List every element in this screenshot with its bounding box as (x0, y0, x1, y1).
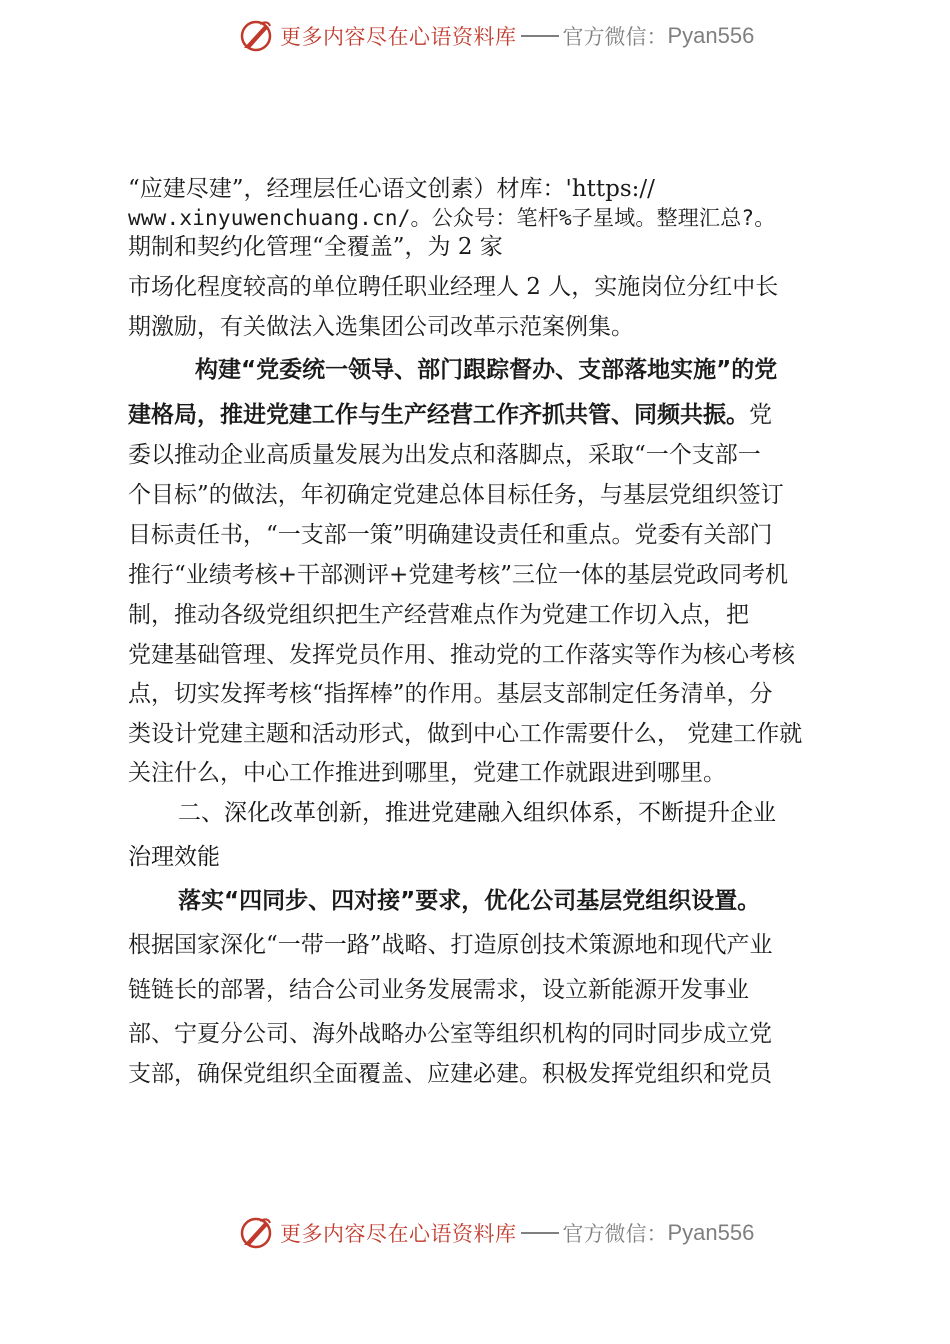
text-line: 期制和契约化管理“全覆盖”，为 2 家 (128, 234, 503, 260)
text-line: 制，推动各级党组织把生产经营难点作为党建工作切入点，把 (128, 602, 749, 628)
banner-dash (521, 1232, 559, 1234)
header-banner (238, 16, 754, 56)
text-line: 类设计党建主题和活动形式，做到中心工作需要什么， 党建工作就 (128, 721, 803, 747)
section-heading-cont: 治理效能 (128, 844, 220, 870)
footer-banner (238, 1213, 754, 1253)
banner-dash (521, 35, 559, 37)
bold-lead-line: 构建“党委统一领导、部门跟踪督办、支部落地实施”的党 (195, 357, 778, 383)
banner-text: 更多内容尽在心语资料库 (280, 25, 517, 49)
banner-wechat-id: Pyan556 (667, 1220, 755, 1245)
bold-lead-line: 落实“四同步、四对接”要求，优化公司基层党组织设置。 (178, 888, 761, 914)
text-line: 推行“业绩考核+干部测评+党建考核”三位一体的基层党政同考机 (128, 562, 789, 588)
brush-logo-icon (238, 1215, 274, 1251)
text-line: 目标责任书，“一支部一策”明确建设责任和重点。党委有关部门 (128, 522, 773, 548)
text-line: 委以推动企业高质量发展为出发点和落脚点，采取“一个支部一 (128, 442, 761, 468)
text-line: 市场化程度较高的单位聘任职业经理人 2 人，实施岗位分红中长 (128, 274, 779, 300)
text-line: 根据国家深化“一带一路”战略、打造原创技术策源地和现代产业 (128, 932, 773, 958)
text-line-mixed (128, 400, 772, 430)
banner-wechat-label: 官方微信： (562, 25, 668, 49)
brush-logo-icon (238, 18, 274, 54)
banner-wechat-id: Pyan556 (667, 23, 755, 48)
text-line: 党建基础管理、发挥党员作用、推动党的工作落实等作为核心考核 (128, 642, 795, 668)
text-line: www.xinyuwenchuang.cn/。公众号：笔杆%子星域。整理汇总?。 (128, 206, 776, 230)
text-line: “应建尽建”，经理层任心语文创素）材库：'https:// (128, 176, 655, 202)
text-line: 支部，确保党组织全面覆盖、应建必建。积极发挥党组织和党员 (128, 1061, 772, 1087)
text-line: 关注什么，中心工作推进到哪里，党建工作就跟进到哪里。 (128, 760, 726, 786)
text-run: 党 (749, 402, 772, 428)
banner-wechat-label: 官方微信： (562, 1222, 668, 1246)
banner-text: 更多内容尽在心语资料库 (280, 1222, 517, 1246)
text-line: 点，切实发挥考核“指挥棒”的作用。基层支部制定任务清单，分 (128, 681, 773, 707)
text-line: 部、宁夏分公司、海外战略办公室等组织机构的同时同步成立党 (128, 1021, 772, 1047)
text-line: 链链长的部署，结合公司业务发展需求，设立新能源开发事业 (128, 977, 749, 1003)
text-line: 个目标”的做法，年初确定党建总体目标任务，与基层党组织签订 (128, 482, 784, 508)
text-line: 期激励，有关做法入选集团公司改革示范案例集。 (128, 314, 634, 340)
section-heading: 二、深化改革创新，推进党建融入组织体系，不断提升企业 (178, 800, 776, 826)
bold-lead-text: 建格局，推进党建工作与生产经营工作齐抓共管、同频共振。 (128, 402, 749, 428)
